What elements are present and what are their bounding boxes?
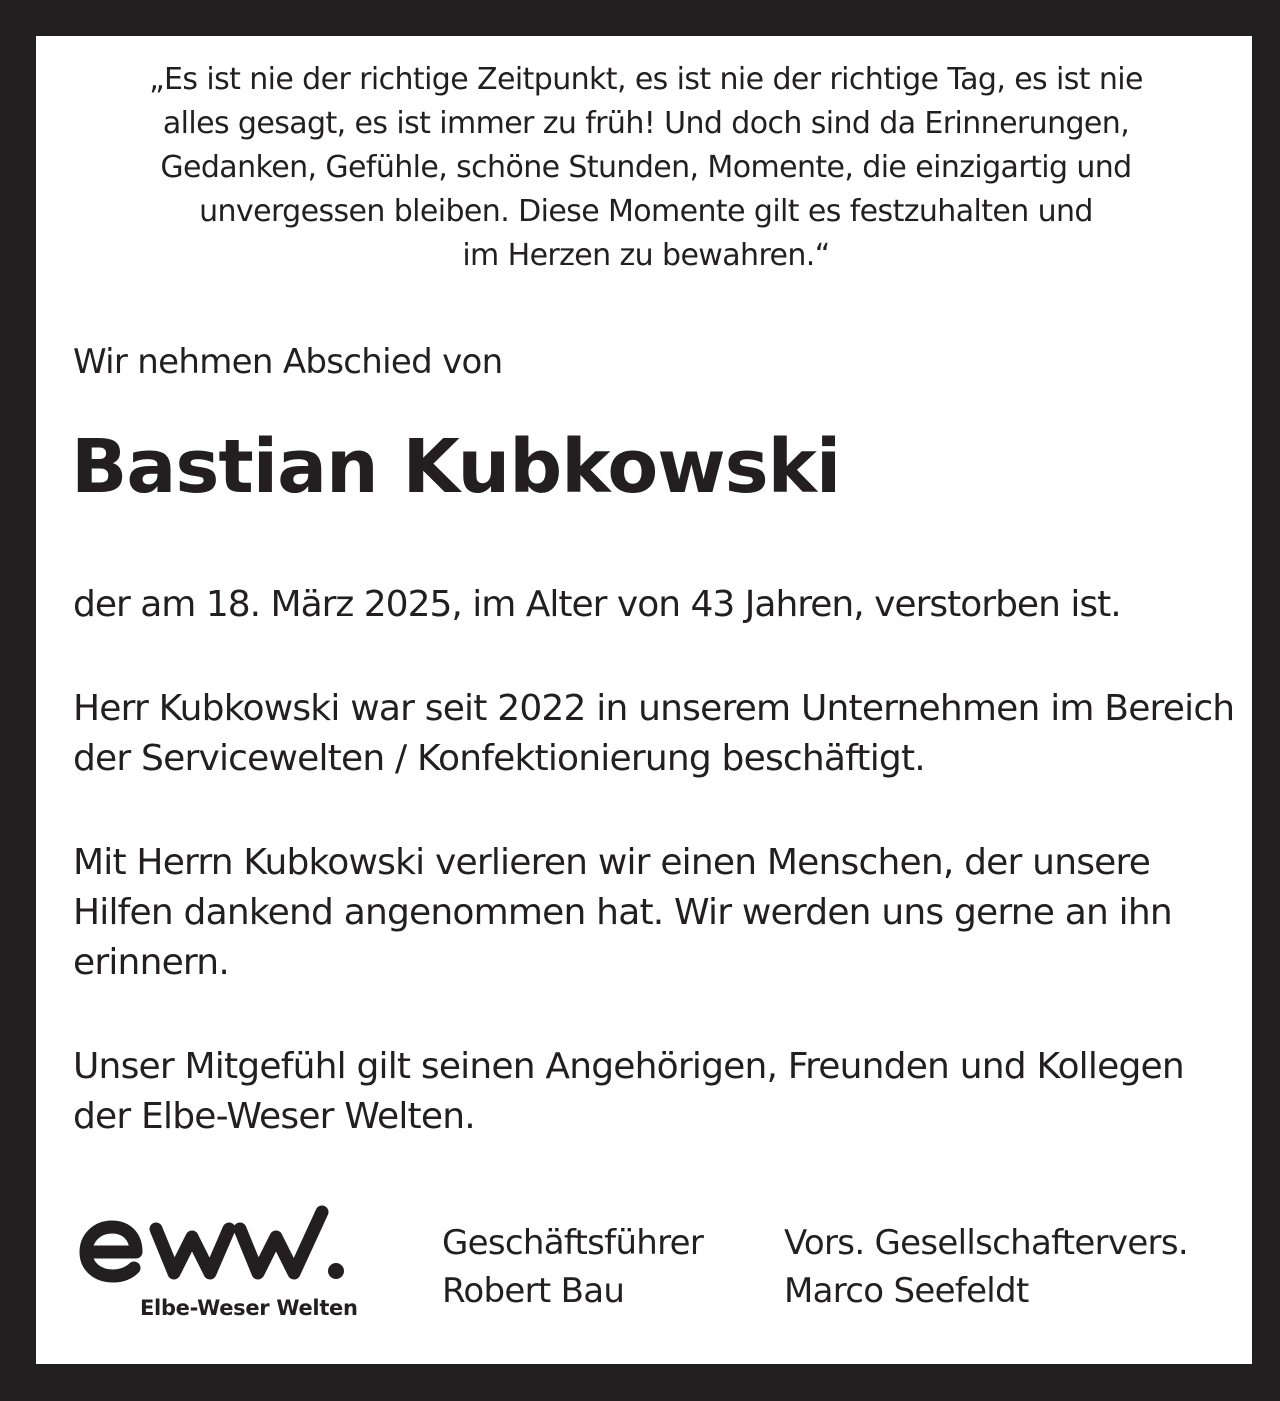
quote-line: im Herzen zu bewahren.“ [462, 238, 830, 273]
signature-name: Marco Seefeldt [784, 1271, 1029, 1311]
signature-chairman [784, 1219, 1188, 1315]
death-date-line: der am 18. März 2025, im Alter von 43 Jahren, verstorben ist. [73, 584, 1121, 625]
quote-line: Gedanken, Gefühle, schöne Stunden, Momente, die einzigartig und [160, 150, 1132, 185]
signature-name: Robert Bau [442, 1271, 625, 1311]
remembrance-paragraph: Mit Herrn Kubkowski verlieren wir einen Menschen, der unsere Hilfen dankend angenommen hat. Wir werden uns gerne an ihn erinnern. [73, 842, 1172, 983]
eww-logo-mark [78, 1204, 358, 1288]
obituary-card [36, 36, 1252, 1364]
memorial-quote [96, 58, 1196, 278]
logo-caption: Elbe-Weser Welten [140, 1296, 358, 1320]
eww-logo [78, 1204, 398, 1330]
farewell-intro: Wir nehmen Abschied von [73, 342, 503, 382]
employment-paragraph: Herr Kubkowski war seit 2022 in unserem Unternehmen im Bereich der Servicewelten / Konfektionierung beschäftigt. [73, 688, 1235, 779]
signature-role: Geschäftsführer [442, 1223, 704, 1263]
quote-line: unvergessen bleiben. Diese Momente gilt es festzuhalten und [199, 194, 1093, 229]
signature-role: Vors. Gesellschaftervers. [784, 1223, 1188, 1263]
condolence-paragraph: Unser Mitgefühl gilt seinen Angehörigen, Freunden und Kollegen der Elbe-Weser Welten. [73, 1046, 1184, 1137]
quote-line: alles gesagt, es ist immer zu früh! Und doch sind da Erinnerungen, [162, 106, 1130, 141]
signature-managing-director [442, 1219, 703, 1315]
quote-line: „Es ist nie der richtige Zeitpunkt, es ist nie der richtige Tag, es ist nie [149, 62, 1143, 97]
deceased-name: Bastian Kubkowski [71, 424, 841, 510]
